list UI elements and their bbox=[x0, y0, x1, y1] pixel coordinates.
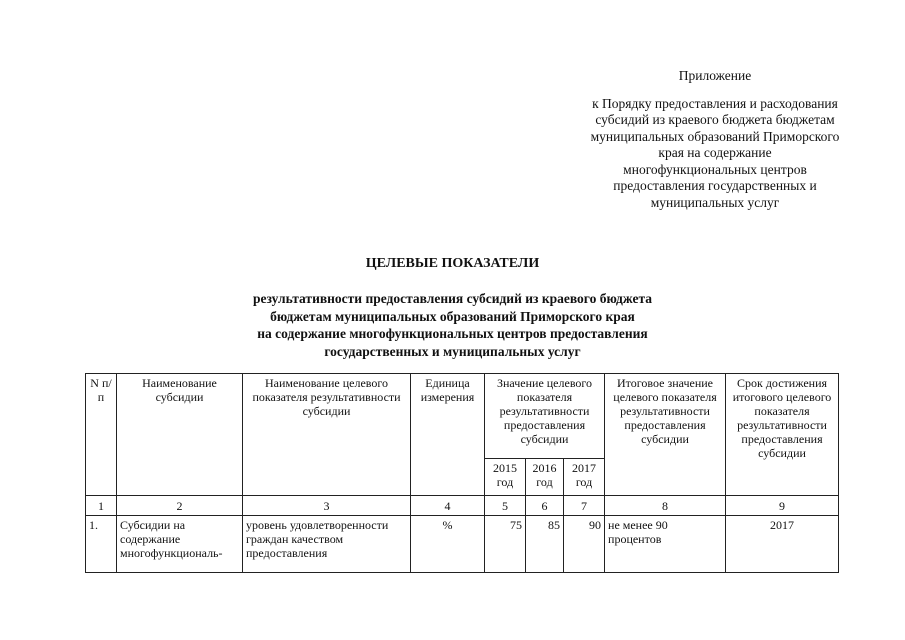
column-number: 1 bbox=[86, 496, 117, 516]
appendix-line: субсидий из краевого бюджета бюджетам bbox=[595, 112, 835, 127]
cell-num: 1. bbox=[86, 516, 117, 573]
document-subtitle bbox=[0, 290, 905, 360]
column-number: 8 bbox=[605, 496, 726, 516]
appendix-line: муниципальных услуг bbox=[650, 194, 780, 210]
appendix-line: муниципальных образований Приморского bbox=[590, 128, 840, 144]
column-numbers-row bbox=[86, 496, 839, 516]
header-unit: Единица измерения bbox=[411, 374, 485, 496]
indicators-table bbox=[85, 373, 839, 573]
header-year-2017: 2017 год bbox=[564, 459, 605, 496]
header-target: Значение целевого показателя результативности предоставления субсидии bbox=[485, 374, 605, 459]
header-indicator: Наименование целевого показателя результативности субсидии bbox=[243, 374, 411, 496]
appendix-line: края на содержание bbox=[658, 145, 772, 160]
cell-final: не менее 90 процентов bbox=[605, 516, 726, 573]
header-final: Итоговое значение целевого показателя результативности предоставления субсидии bbox=[605, 374, 726, 496]
header-deadline: Срок достижения итогового целевого показателя результативности предоставления субсидии bbox=[726, 374, 839, 496]
header-year-2015: 2015 год bbox=[485, 459, 526, 496]
cell-value-2015: 75 bbox=[485, 516, 526, 573]
column-number: 9 bbox=[726, 496, 839, 516]
subtitle-line: результативности предоставления субсидий из краевого бюджета bbox=[252, 291, 652, 306]
table-row bbox=[86, 516, 839, 573]
appendix-title: Приложение bbox=[678, 68, 752, 83]
header-subsidy: Наименование субсидии bbox=[117, 374, 243, 496]
subtitle-line: на содержание многофункциональных центров предоставления bbox=[257, 326, 648, 341]
column-number: 6 bbox=[526, 496, 564, 516]
header-num: N п/п bbox=[86, 374, 117, 496]
appendix-line: предоставления государственных и bbox=[613, 178, 817, 193]
subtitle-line: государственных и муниципальных услуг bbox=[324, 343, 581, 359]
column-number: 5 bbox=[485, 496, 526, 516]
appendix-line: к Порядку предоставления и расходования bbox=[592, 95, 838, 111]
document-title: ЦЕЛЕВЫЕ ПОКАЗАТЕЛИ bbox=[365, 256, 540, 271]
table-header-row bbox=[86, 374, 839, 459]
column-number: 4 bbox=[411, 496, 485, 516]
column-number: 2 bbox=[117, 496, 243, 516]
cell-deadline: 2017 bbox=[726, 516, 839, 573]
header-year-2016: 2016 год bbox=[526, 459, 564, 496]
appendix-block bbox=[570, 68, 860, 211]
cell-indicator: уровень удовлетворенности граждан качеством предоставления bbox=[243, 516, 411, 573]
cell-subsidy: Субсидии на содержание многофункциональ- bbox=[117, 516, 243, 573]
appendix-line: многофункциональных центров bbox=[623, 161, 807, 177]
cell-unit: % bbox=[411, 516, 485, 573]
cell-value-2016: 85 bbox=[526, 516, 564, 573]
subtitle-line: бюджетам муниципальных образований Приморского края bbox=[270, 308, 635, 324]
column-number: 7 bbox=[564, 496, 605, 516]
cell-value-2017: 90 bbox=[564, 516, 605, 573]
column-number: 3 bbox=[243, 496, 411, 516]
